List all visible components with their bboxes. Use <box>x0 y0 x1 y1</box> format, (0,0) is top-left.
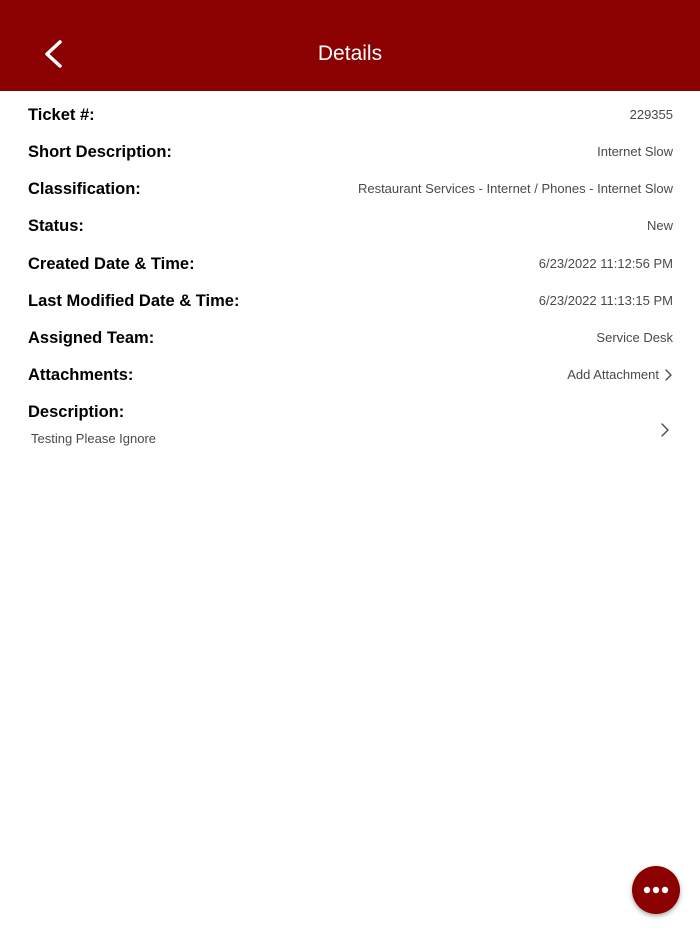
more-actions-button[interactable] <box>632 866 680 914</box>
ticket-number-label: Ticket #: <box>28 106 95 124</box>
created-date-value: 6/23/2022 11:12:56 PM <box>538 256 673 271</box>
description-value: Testing Please Ignore <box>31 431 157 446</box>
attachments-row <box>28 360 673 390</box>
more-dots-icon <box>632 866 680 914</box>
add-attachment-button[interactable] <box>567 360 673 390</box>
short-description-row <box>28 137 673 167</box>
status-value: New <box>646 218 673 233</box>
top-bar <box>0 0 700 91</box>
created-date-label: Created Date & Time: <box>28 255 195 273</box>
attachments-label: Attachments: <box>28 366 134 384</box>
assigned-team-label: Assigned Team: <box>28 329 155 347</box>
created-date-row <box>28 249 673 279</box>
assigned-team-value: Service Desk <box>596 330 673 345</box>
description-chevron-right-icon[interactable] <box>659 422 671 438</box>
add-attachment-label: Add Attachment <box>567 367 659 382</box>
description-label: Description: <box>28 403 125 421</box>
chevron-right-icon <box>663 367 673 383</box>
page-title: Details <box>317 42 383 65</box>
short-description-label: Short Description: <box>28 143 172 161</box>
modified-date-value: 6/23/2022 11:13:15 PM <box>538 293 673 308</box>
modified-date-row <box>28 286 673 316</box>
classification-label: Classification: <box>28 180 141 198</box>
short-description-value: Internet Slow <box>597 144 673 159</box>
classification-row <box>28 174 673 204</box>
ticket-number-value: 229355 <box>629 107 673 122</box>
modified-date-label: Last Modified Date & Time: <box>28 292 240 310</box>
status-label: Status: <box>28 217 84 235</box>
status-row <box>28 211 673 241</box>
ticket-number-row <box>28 100 673 130</box>
classification-value: Restaurant Services - Internet / Phones - Internet Slow <box>357 181 673 196</box>
description-row <box>28 397 673 427</box>
assigned-team-row <box>28 323 673 353</box>
